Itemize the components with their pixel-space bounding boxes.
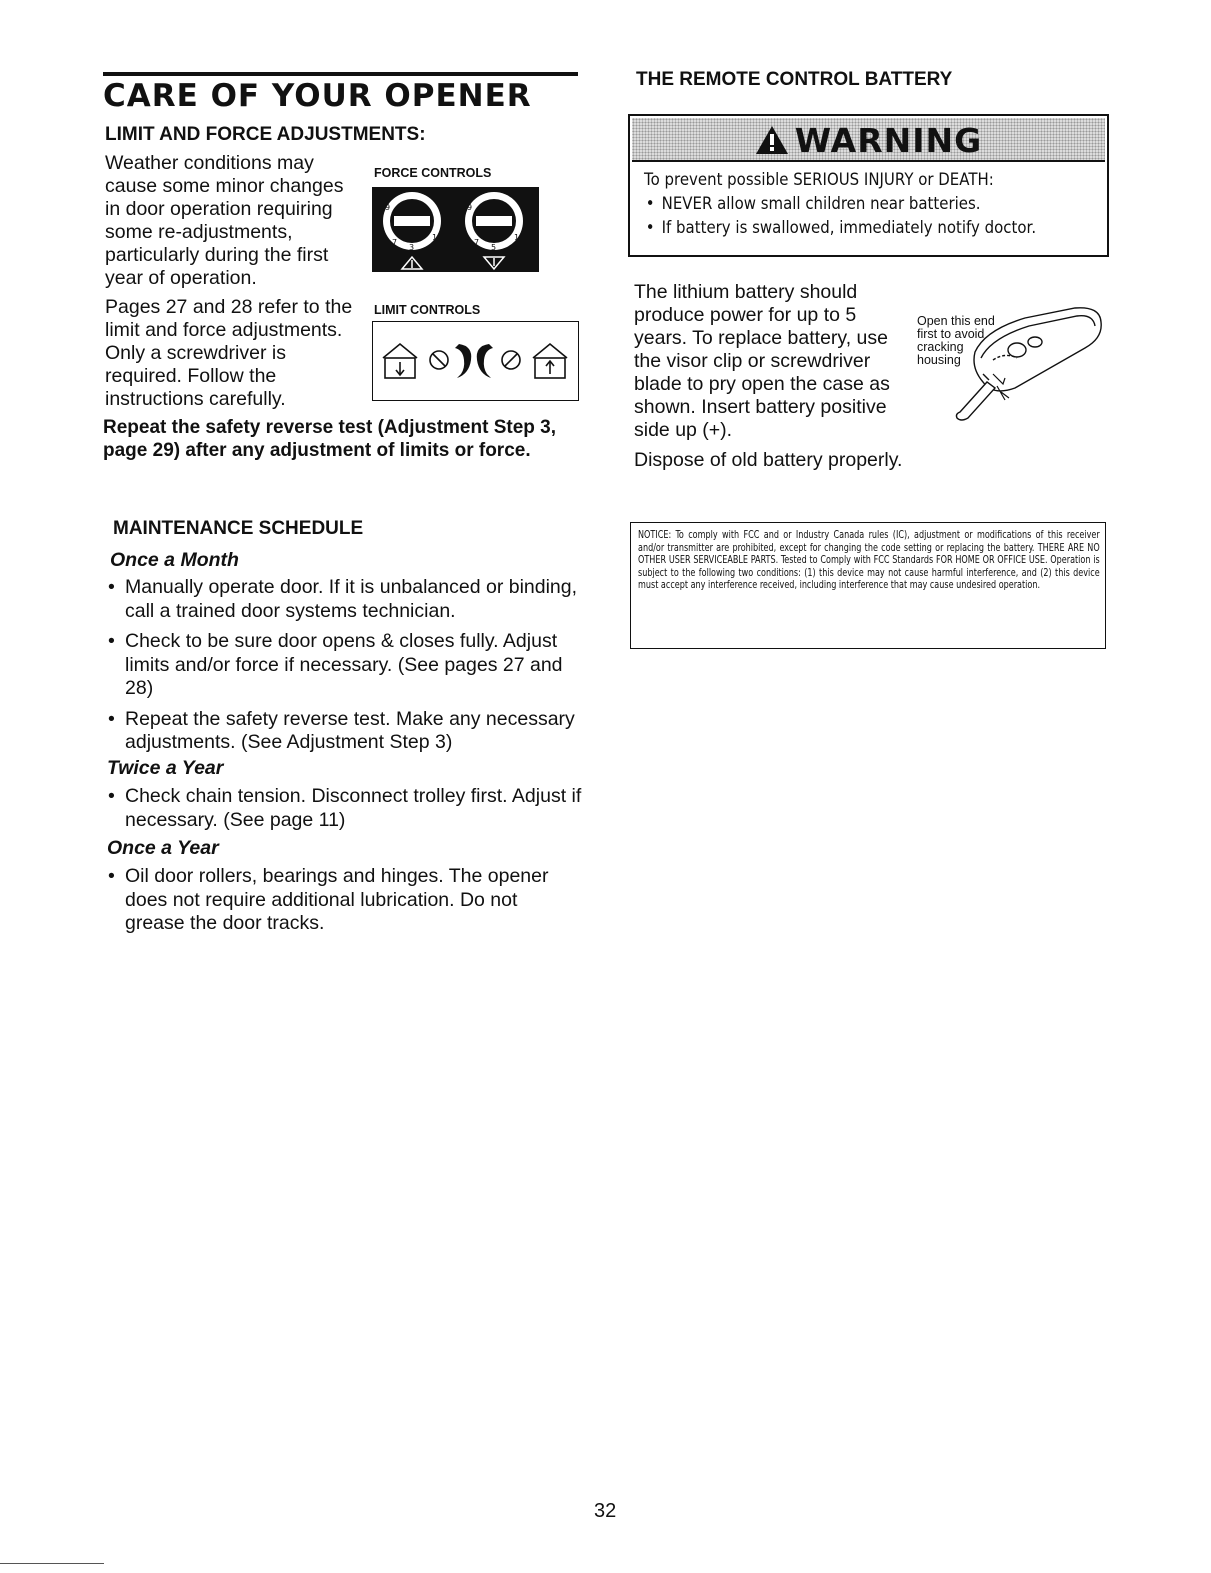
svg-text:1: 1 xyxy=(432,233,438,242)
fig-caption-line-4: housing xyxy=(917,353,961,367)
limit-bracket-right xyxy=(477,344,493,378)
warning-divider xyxy=(632,160,1105,162)
period-once-a-month: Once a Month xyxy=(110,549,239,571)
fig-caption-line-3: cracking xyxy=(917,340,964,354)
limit-force-heading: LIMIT AND FORCE ADJUSTMENTS: xyxy=(105,124,426,145)
limit-screw-up-icon xyxy=(502,351,520,369)
footer-rule xyxy=(0,1563,104,1564)
list-item: • Check chain tension. Disconnect trolley first. Adjust if necessary. (See page 11) xyxy=(105,785,585,832)
svg-text:9: 9 xyxy=(385,203,391,212)
warning-triangle-icon xyxy=(755,124,789,163)
twice-yearly-list xyxy=(105,785,585,839)
battery-heading: THE REMOTE CONTROL BATTERY xyxy=(636,69,953,90)
warning-title xyxy=(632,121,1105,163)
svg-text:7: 7 xyxy=(474,238,480,247)
page-title: CARE OF YOUR OPENER xyxy=(103,78,532,114)
warning-line-intro: To prevent possible SERIOUS INJURY or DEATH: xyxy=(644,170,994,190)
dispose-paragraph: Dispose of old battery properly. xyxy=(634,449,903,471)
pages-reference-paragraph: Pages 27 and 28 refer to the limit and force adjustments. Only a screwdriver is required. Follow the instructions carefully. xyxy=(105,296,353,410)
warning-box xyxy=(628,114,1109,257)
garage-door-down-icon xyxy=(383,344,417,378)
force-controls-illustration xyxy=(372,187,539,272)
force-controls-label: FORCE CONTROLS xyxy=(374,166,492,180)
battery-paragraph: The lithium battery should produce power for up to 5 years. To replace battery, use the visor clip or screwdriver blade to pry open the case as shown. Insert battery positive side up (+). xyxy=(634,281,890,441)
warning-banner xyxy=(632,118,1105,160)
warning-text xyxy=(644,168,1102,240)
limit-controls-illustration xyxy=(372,321,579,401)
svg-text:9: 9 xyxy=(467,203,473,212)
warning-title-text: WARNING xyxy=(794,121,983,160)
repeat-test-note: Repeat the safety reverse test (Adjustment Step 3, page 29) after any adjustment of limits or force. xyxy=(103,417,556,461)
list-item: • Oil door rollers, bearings and hinges. The opener does not require additional lubrication. Do not grease the door tracks. xyxy=(105,865,575,936)
intro-paragraph: Weather conditions may cause some minor changes in door operation requiring some re-adjustments, particularly during the first year of operation. xyxy=(105,152,344,289)
list-item: • Manually operate door. If it is unbalanced or binding, call a trained door systems technician. xyxy=(105,576,585,623)
warning-line-swallowed: • If battery is swallowed, immediately notify doctor. xyxy=(645,218,1037,238)
period-once-a-year: Once a Year xyxy=(107,837,219,859)
fcc-notice-text: NOTICE: To comply with FCC and or Industry Canada rules (IC), adjustment or modifications of this receiver and/or transmitter are prohibited, except for changing the code setting or replacing the battery. THERE ARE NO OTHER USER SERVICEABLE PARTS. Tested to Comply with FCC Standards FOR HOME OR OFFICE USE. Operation is subject to the following two conditions: (1) this device may not cause harmful interference, and (2) this device must accept any interference received, including interference that may cause undesired operation. xyxy=(638,529,1100,592)
svg-text:1: 1 xyxy=(514,233,520,242)
garage-door-up-icon xyxy=(533,344,567,378)
svg-text:7: 7 xyxy=(392,238,398,247)
remote-battery-illustration xyxy=(905,300,1115,430)
list-item: • Check to be sure door opens & closes fully. Adjust limits and/or force if necessary. (See pages 27 and 28) xyxy=(105,630,585,701)
svg-text:3: 3 xyxy=(409,243,415,252)
maintenance-heading: MAINTENANCE SCHEDULE xyxy=(113,518,364,539)
fig-caption-line-1: Open this end xyxy=(917,314,995,328)
period-twice-a-year: Twice a Year xyxy=(107,757,224,779)
svg-text:5: 5 xyxy=(491,243,497,252)
list-item: • Repeat the safety reverse test. Make any necessary adjustments. (See Adjustment Step 3) xyxy=(105,708,585,755)
fig-caption-line-2: first to avoid xyxy=(917,327,985,341)
limit-screw-down-icon xyxy=(430,351,448,369)
title-rule xyxy=(103,72,578,76)
yearly-list xyxy=(105,865,575,943)
page-number: 32 xyxy=(594,1500,617,1522)
warning-line-children: • NEVER allow small children near batteries. xyxy=(645,194,981,214)
fcc-notice-box xyxy=(630,522,1106,649)
monthly-list xyxy=(105,576,585,762)
limit-bracket-left xyxy=(455,344,471,378)
limit-controls-label: LIMIT CONTROLS xyxy=(374,303,481,317)
